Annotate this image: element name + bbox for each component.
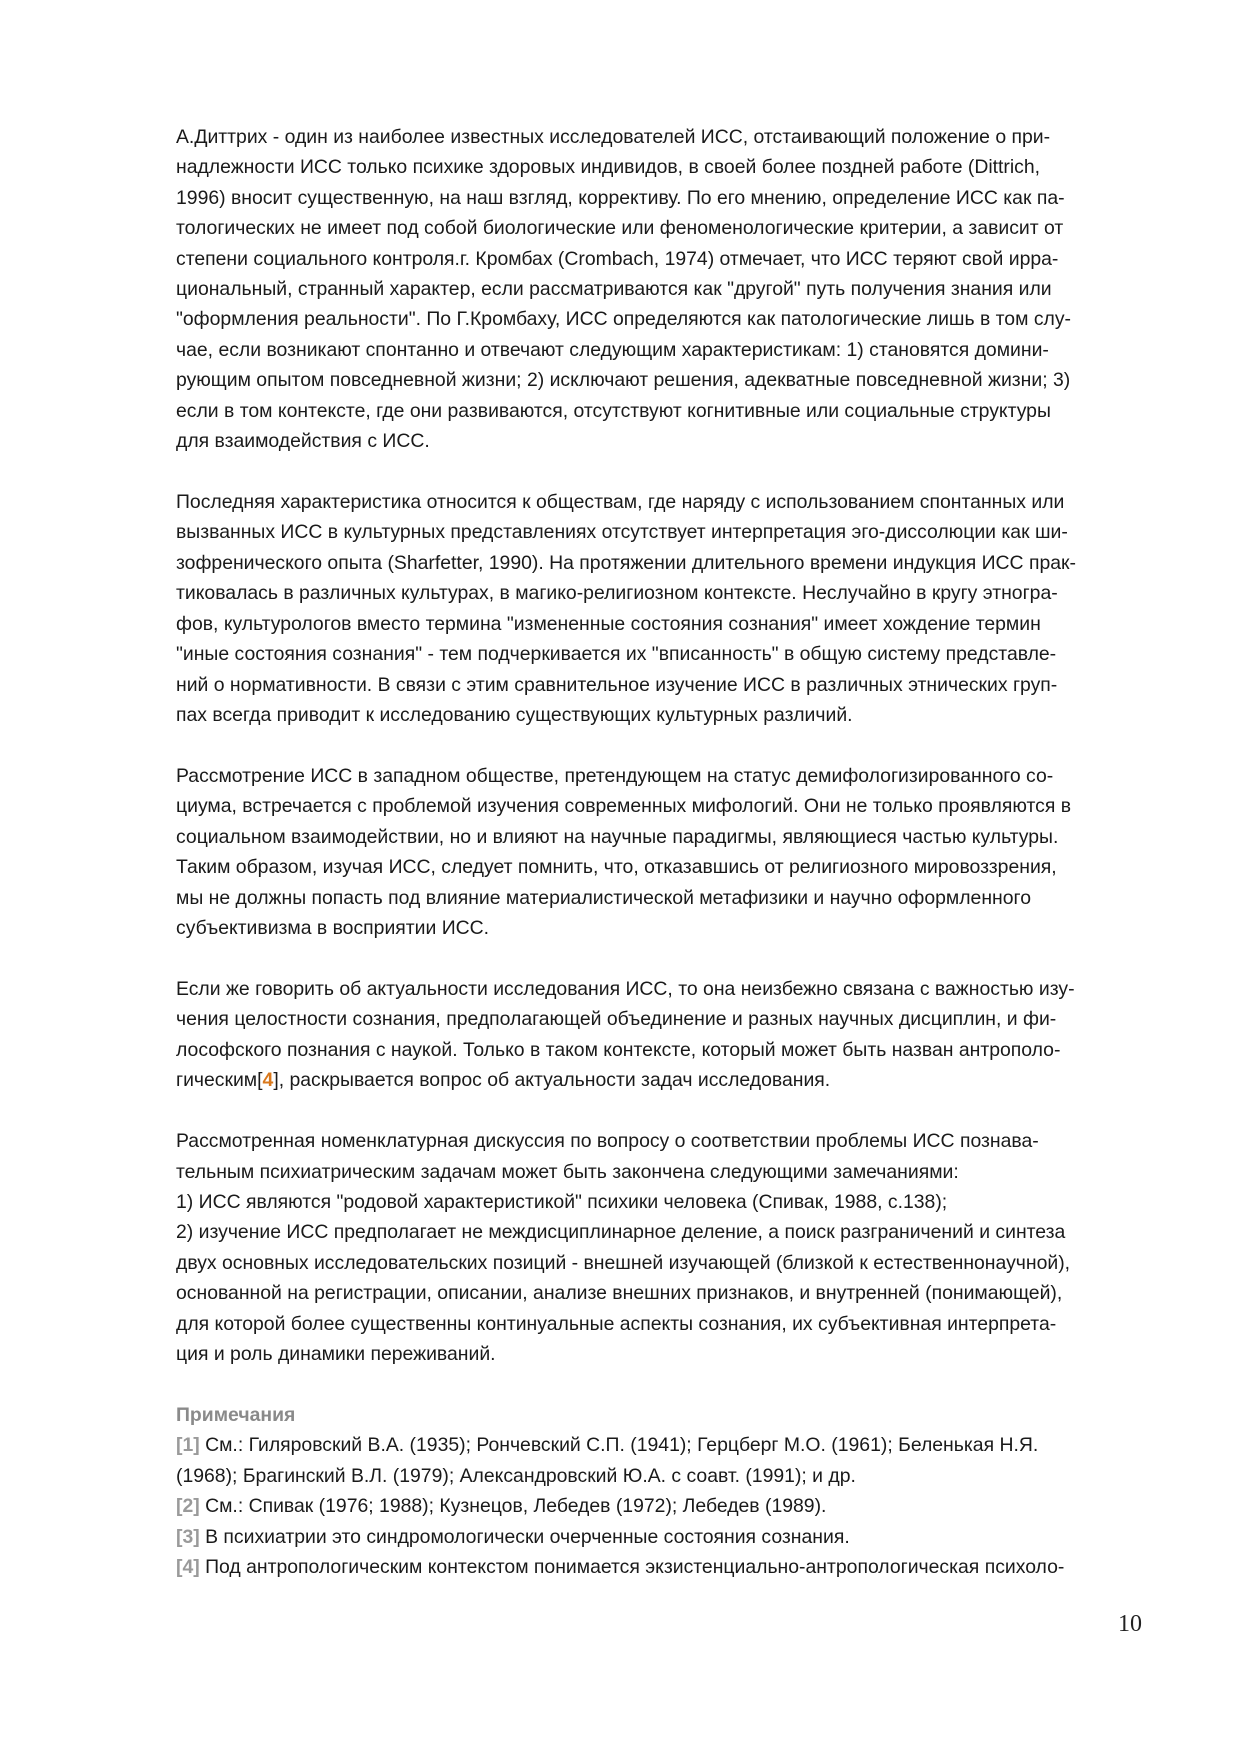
text-line: Таким образом, изучая ИСС, следует помнить, что, отказавшись от религиозного мировоззрения, xyxy=(176,856,1057,879)
note-text: Под антропологическим контекстом понимается экзистенциально-антропологическая психоло- xyxy=(205,1556,1065,1579)
text-fragment: гическим xyxy=(176,1069,258,1092)
text-line: тиковалась в различных культурах, в магико-религиозном контексте. Неслучайно в кругу этногра- xyxy=(176,582,1058,605)
paragraph-spacer xyxy=(176,1369,1148,1400)
note-item xyxy=(176,1522,1148,1552)
paragraph xyxy=(176,974,1148,1096)
text-line: "оформления реальности". По Г.Кромбаху, ИСС определяются как патологические лишь в том слу- xyxy=(176,308,1071,331)
text-fragment: , раскрывается вопрос об актуальности задач исследования. xyxy=(278,1069,831,1092)
paragraph xyxy=(176,122,1148,456)
text-line: для которой более существенны континуальные аспекты сознания, их субъективная интерпрета- xyxy=(176,1312,1057,1335)
text-line: чения целостности сознания, предполагающей объединение и разных научных дисциплин, и фи- xyxy=(176,1008,1057,1031)
paragraph-spacer xyxy=(176,1096,1148,1127)
text-line: тельным психиатрическим задачам может быть закончена следующими замечаниями: xyxy=(176,1160,959,1183)
text-line: зофренического опыта (Sharfetter, 1990). На протяжении длительного времени индукция ИСС прак- xyxy=(176,551,1076,574)
text-line: тологических не имеет под собой биологические или феноменологические критерии, а зависит от xyxy=(176,217,1064,240)
footnote-link-4[interactable]: 4 xyxy=(262,1069,274,1092)
footnote-bracket-close: ] xyxy=(273,1069,279,1092)
note-item xyxy=(176,1491,1148,1521)
text-line: лософского познания с наукой. Только в таком контексте, который может быть назван антрополо- xyxy=(176,1038,1061,1061)
note-text-continued: (1968); Брагинский В.Л. (1979); Александровский Ю.А. с соавт. (1991); и др. xyxy=(176,1464,856,1487)
paragraph xyxy=(176,761,1148,943)
note-text: См.: Гиляровский В.А. (1935); Рончевский С.П. (1941); Герцберг М.О. (1961); Беленькая Н.Я. xyxy=(205,1434,1039,1457)
text-line: рующим опытом повседневной жизни; 2) исключают решения, адекватные повседневной жизни; 3) xyxy=(176,369,1071,392)
text-line xyxy=(176,1065,1148,1095)
paragraph-spacer xyxy=(176,456,1148,487)
text-line: фов, культурологов вместо термина "измененные состояния сознания" имеет хождение термин xyxy=(176,612,1041,635)
text-line: мы не должны попасть под влияние материалистической метафизики и научно оформленного xyxy=(176,886,1031,909)
paragraph-spacer xyxy=(176,730,1148,761)
text-line: для взаимодействия с ИСС. xyxy=(176,430,430,453)
text-line: Рассмотрение ИСС в западном обществе, претендующем на статус демифологизированного со- xyxy=(176,764,1054,787)
text-line: вызванных ИСС в культурных представлениях отсутствует интерпретация эго-диссолюции как ши- xyxy=(176,521,1068,544)
text-line: чае, если возникают спонтанно и отвечают следующим характеристикам: 1) становятся домини- xyxy=(176,338,1049,361)
text-line: если в том контексте, где они развиваются, отсутствуют когнитивные или социальные структуры xyxy=(176,399,1051,422)
text-line: Последняя характеристика относится к обществам, где наряду с использованием спонтанных или xyxy=(176,491,1065,514)
note-text: В психиатрии это синдромологически очерченные состояния сознания. xyxy=(205,1525,850,1548)
text-line: циональный, странный характер, если рассматриваются как "другой" путь получения знания или xyxy=(176,278,1052,301)
text-line: двух основных исследовательских позиций - внешней изучающей (близкой к естественнонаучной), xyxy=(176,1251,1071,1274)
text-line: 2) изучение ИСС предполагает не междисциплинарное деление, а поиск разграничений и синтеза xyxy=(176,1221,1066,1244)
text-line: степени социального контроля.г. Кромбах (Crombach, 1974) отмечает, что ИСС теряют свой ирра- xyxy=(176,247,1059,270)
text-line: циума, встречается с проблемой изучения современных мифологий. Они не только проявляются в xyxy=(176,795,1072,818)
text-line: А.Диттрих - один из наиболее известных исследователей ИСС, отстаивающий положение о при- xyxy=(176,126,1051,148)
text-line: Рассмотренная номенклатурная дискуссия по вопросу о соответствии проблемы ИСС познава- xyxy=(176,1130,1039,1153)
text-line: Если же говорить об актуальности исследования ИСС, то она неизбежно связана с важностью изу- xyxy=(176,977,1075,1000)
notes-section xyxy=(176,1400,1148,1582)
note-marker-4[interactable]: [4] xyxy=(176,1556,200,1579)
text-line: ция и роль динамики переживаний. xyxy=(176,1343,496,1365)
note-item xyxy=(176,1552,1148,1582)
text-line: социальном взаимодействии, но и влияют на научные парадигмы, являющиеся частью культуры. xyxy=(176,825,1059,848)
note-marker-1[interactable]: [1] xyxy=(176,1434,200,1457)
paragraph-spacer xyxy=(176,943,1148,974)
text-line: надлежности ИСС только психике здоровых индивидов, в своей более поздней работе (Dittrich, xyxy=(176,156,1041,179)
paragraph xyxy=(176,487,1148,730)
text-line: "иные состояния сознания" - тем подчеркивается их "вписанность" в общую систему представле- xyxy=(176,643,1057,666)
note-marker-2[interactable]: [2] xyxy=(176,1495,200,1518)
notes-heading: Примечания xyxy=(176,1404,296,1426)
text-line: субъективизма в восприятии ИСС. xyxy=(176,916,490,939)
text-line: основанной на регистрации, описании, анализе внешних признаков, и внутренней (понимающей), xyxy=(176,1282,1063,1305)
document-page xyxy=(176,122,1148,1582)
text-line: ний о нормативности. В связи с этим сравнительное изучение ИСС в различных этнических груп- xyxy=(176,673,1058,696)
note-item xyxy=(176,1430,1148,1460)
page-number: 10 xyxy=(1118,1611,1142,1637)
note-marker-3[interactable]: [3] xyxy=(176,1525,200,1548)
footnote-bracket-open: [ xyxy=(257,1069,263,1092)
paragraph xyxy=(176,1126,1148,1369)
text-line: 1) ИСС являются "родовой характеристикой" психики человека (Спивак, 1988, с.138); xyxy=(176,1190,948,1213)
text-line: пах всегда приводит к исследованию существующих культурных различий. xyxy=(176,703,853,726)
text-line: 1996) вносит существенную, на наш взгляд, коррективу. По его мнению, определение ИСС как па- xyxy=(176,186,1065,209)
note-text: См.: Спивак (1976; 1988); Кузнецов, Лебедев (1972); Лебедев (1989). xyxy=(205,1495,827,1518)
